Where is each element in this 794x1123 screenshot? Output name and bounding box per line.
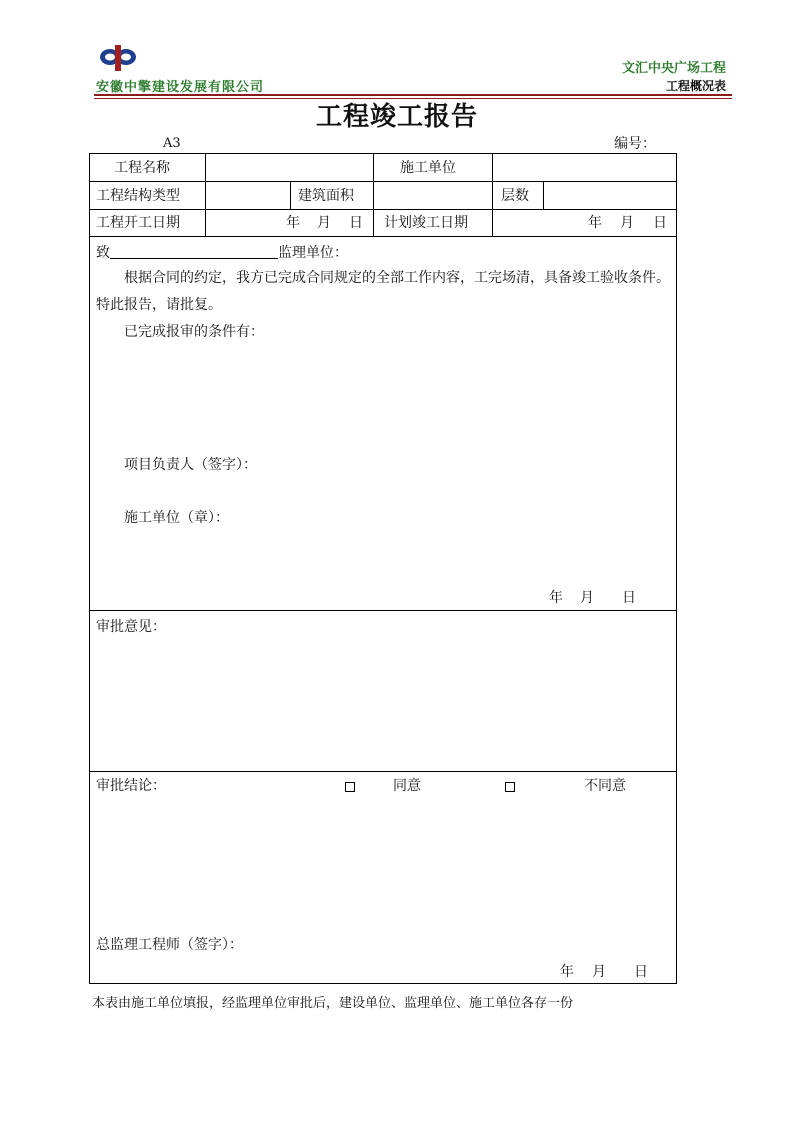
- report-paragraph: 根据合同的约定，我方已完成合同规定的全部工作内容，工完场清，具备竣工验收条件。特此报告，请批复。: [96, 270, 670, 313]
- date-day: 日: [349, 215, 363, 231]
- col-divider: [543, 181, 544, 209]
- floor-area-label: 建筑面积: [298, 188, 354, 204]
- date-day: 日: [653, 215, 667, 231]
- section-divider: [90, 610, 676, 611]
- company-name: 安徽中擎建设发展有限公司: [96, 80, 265, 95]
- conclusion-label: 审批结论：: [96, 778, 166, 794]
- chief-engineer-label: 总监理工程师（签字）：: [96, 937, 243, 953]
- section-divider: [90, 771, 676, 772]
- project-manager-label: 项目负责人（签字）：: [124, 457, 257, 473]
- structure-type-label: 工程结构类型: [96, 188, 180, 204]
- page-title: 工程竣工报告: [315, 102, 478, 132]
- opinion-label: 审批意见：: [96, 619, 166, 635]
- footer-note: 本表由施工单位填报，经监理单位审批后，建设单位、监理单位、施工单位各存一份: [92, 996, 574, 1011]
- project-name-label: 工程名称: [114, 160, 170, 176]
- col-divider: [492, 154, 493, 236]
- disagree-label: 不同意: [584, 778, 626, 794]
- date-month: 月: [580, 590, 594, 606]
- project-name-header: 文汇中央广场工程: [621, 61, 726, 76]
- col-divider: [290, 181, 291, 209]
- planned-completion-label: 计划竣工日期: [384, 215, 468, 231]
- date-year: 年: [286, 215, 300, 231]
- floors-label: 层数: [501, 188, 529, 204]
- company-logo-icon: [98, 44, 138, 72]
- form-table: [89, 153, 677, 984]
- row-divider: [90, 236, 676, 237]
- disagree-checkbox[interactable]: [505, 782, 515, 792]
- row-divider: [90, 181, 676, 182]
- number-label: 编号：: [614, 136, 656, 152]
- date-month: 月: [620, 215, 634, 231]
- date-month: 月: [317, 215, 331, 231]
- contractor-label: 施工单位: [400, 160, 456, 176]
- date-day: 日: [634, 964, 648, 980]
- date-year: 年: [549, 590, 563, 606]
- form-code: A3: [163, 136, 181, 151]
- date-year: 年: [588, 215, 602, 231]
- to-label: 致: [96, 245, 110, 261]
- header-subtitle: 工程概况表: [665, 79, 726, 93]
- supervisor-unit-label: 监理单位：: [278, 245, 348, 261]
- start-date-label: 工程开工日期: [96, 215, 180, 231]
- row-divider: [90, 209, 676, 210]
- to-line: [96, 243, 348, 263]
- col-divider: [205, 154, 206, 236]
- date-day: 日: [622, 590, 636, 606]
- agree-checkbox[interactable]: [345, 782, 355, 792]
- recipient-blank: [110, 244, 278, 259]
- conditions-label: 已完成报审的条件有：: [124, 324, 264, 340]
- col-divider: [373, 154, 374, 236]
- contractor-seal-label: 施工单位（章）：: [124, 510, 229, 526]
- agree-label: 同意: [393, 778, 421, 794]
- date-year: 年: [560, 964, 574, 980]
- date-month: 月: [592, 964, 606, 980]
